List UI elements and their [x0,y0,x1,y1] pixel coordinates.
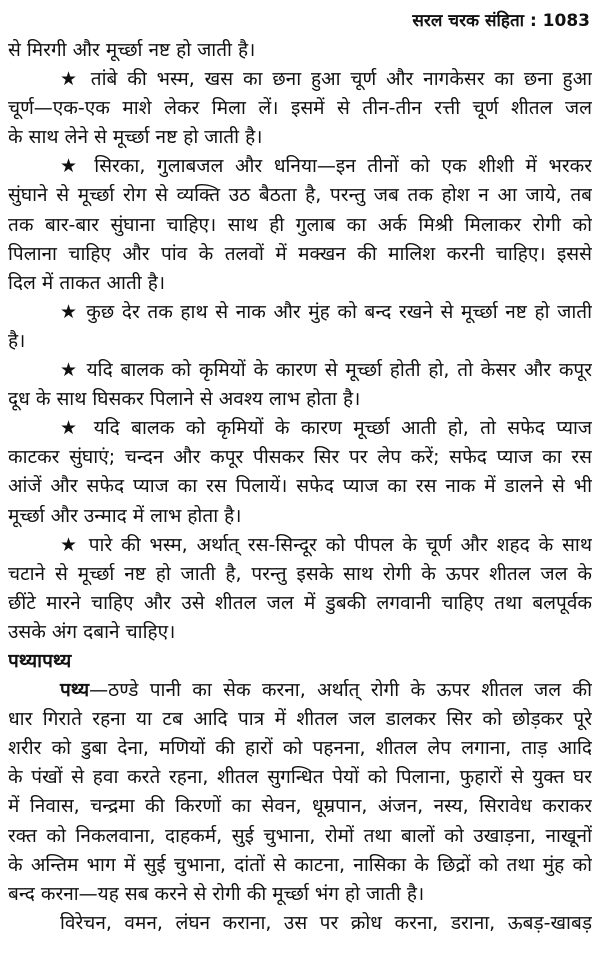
section-heading: पथ्यापथ्य [8,649,72,672]
running-header: सरल चरक संहिता : 1083 [412,11,590,31]
pathya-line [8,676,592,705]
page-body [8,36,592,938]
bullet-line: ★ पारे की भस्म, अर्थात् रस-सिन्दूर को पीपल के चूर्ण और शहद के साथ [60,533,592,556]
text-line: के पंखों से हवा करते रहना, शीतल सुगन्धित पेयों को पिलाना, फुहारों से युक्त घर [8,766,592,789]
text-line: मूर्च्छा और उन्माद में लाभ होता है। [8,504,242,527]
text-line: तक बार-बार सुंघाना चाहिए। साथ ही गुलाब का अर्क मिश्री मिलाकर रोगी को [8,213,592,236]
text-line: के साथ लेने से मूर्च्छा नष्ट हो जाती है। [8,126,263,149]
text-line: में निवास, चन्द्रमा की किरणों का सेवन, धूम्रपान, अंजन, नस्य, सिरावेध कराकर [8,795,592,818]
bullet-line: ★ सिरका, गुलाबजल और धनिया—इन तीनों को एक शीशी में भरकर [60,155,592,178]
text-line: चूर्ण—एक-एक माशे लेकर मिला लें। इसमें से तीन-तीन रत्ती चूर्ण शीतल जल [8,97,592,120]
text-line: चटाने से मूर्च्छा नष्ट हो जाती है, परन्तु इसके साथ रोगी के ऊपर शीतल जल के [8,562,592,585]
text-line: के अन्तिम भाग में सुई चुभाना, दांतों से काटना, नासिका के छिद्रों को तथा मुंह को [8,853,592,876]
text-line: शरीर को डुबा देना, मणियों की हारों को पहनना, शीतल लेप लगाना, ताड़ आदि [8,737,592,760]
text-line: दिल में ताकत आती है। [8,271,166,294]
bullet-line: ★ कुछ देर तक हाथ से नाक और मुंह को बन्द रखने से मूर्च्छा नष्ट हो जाती [60,300,592,323]
text-line: पिलाना चाहिए और पांव के तलवों में मक्खन की मालिश करनी चाहिए। इससे [8,242,592,265]
text-line: रक्त को निकलवाना, दाहकर्म, सुई चुभाना, रोमों तथा बालों को उखाड़ना, नाखूनों [8,824,592,847]
text-line: दूध के साथ घिसकर पिलाने से अवश्य लाभ होता है। [8,388,361,411]
pathya-text: —ठण्डे पानी का सेक करना, अर्थात् रोगी के ऊपर शीतल जल की [89,679,592,702]
bullet-line: ★ तांबे की भस्म, खस का छना हुआ चूर्ण और नागकेसर का छना हुआ [60,68,592,91]
bullet-line: ★ यदि बालक को कृमियों के कारण से मूर्च्छा होती हो, तो केसर और कपूर [60,359,592,382]
text-line: है। [8,329,26,352]
text-line: काटकर सुंघाएं; चन्दन और कपूर पीसकर सिर पर लेप करें; सफेद प्याज का रस [8,446,592,469]
bullet-line: ★ यदि बालक को कृमियों के कारण मूर्च्छा आती हो, तो सफेद प्याज [60,417,592,440]
text-line: उसके अंग दबाने चाहिए। [8,620,176,643]
text-line: विरेचन, वमन, लंघन कराना, उस पर क्रोध करना, डराना, ऊबड़-खाबड़ [60,911,592,934]
text-line: आंजें और सफेद प्याज का रस पिलायें। सफेद प्याज का रस नाक में डालने से भी [8,475,592,498]
text-line: सुंघाने से मूर्च्छा रोग से व्यक्ति उठ बैठता है, परन्तु जब तक होश न आ जाये, तब [8,184,592,207]
text-line: धार गिराते रहना या टब आदि पात्र में शीतल जल डालकर सिर को छोड़कर पूरे [8,708,592,731]
text-line: से मिरगी और मूर्च्छा नष्ट हो जाती है। [8,39,256,61]
pathya-label: पथ्य [60,679,90,702]
text-line: बन्द करना—यह सब करने से रोगी की मूर्च्छा भंग हो जाती है। [8,882,425,905]
text-line: छींटे मारने चाहिए और उसे शीतल जल में डुबकी लगवानी चाहिए तथा बलपूर्वक [8,591,592,614]
